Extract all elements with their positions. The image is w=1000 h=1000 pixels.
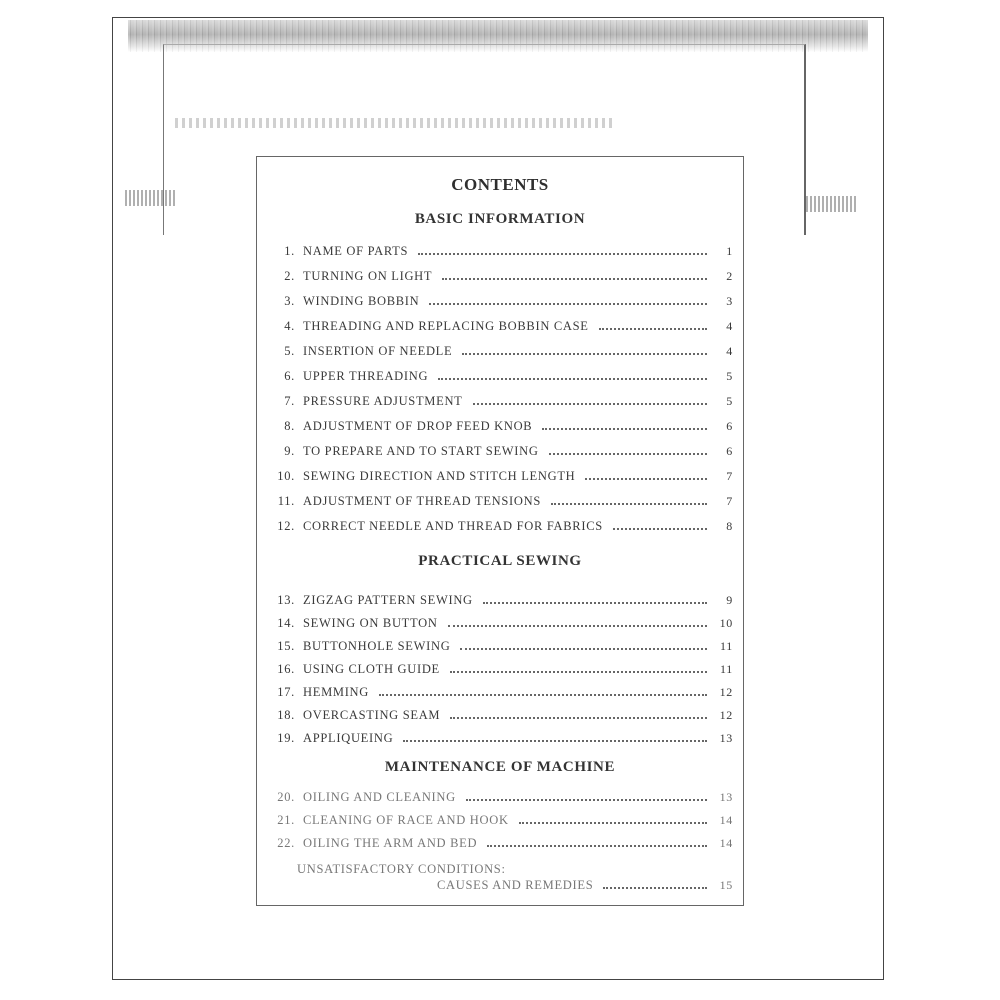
toc-item-page: 3 xyxy=(726,294,733,308)
toc-item-page: 11 xyxy=(720,639,733,653)
toc-item-page: 8 xyxy=(726,519,733,533)
toc-item-label: HEMMING xyxy=(303,685,370,699)
toc-item-label: UPPER THREADING xyxy=(303,369,429,383)
toc-item-label: OVERCASTING SEAM xyxy=(303,708,441,722)
toc-leader-dots xyxy=(442,278,707,280)
toc-item xyxy=(267,341,733,359)
toc-item xyxy=(267,241,733,259)
toc-item-page: 9 xyxy=(726,593,733,607)
toc-item-label: NAME OF PARTS xyxy=(303,244,409,258)
toc-item-label: ZIGZAG PATTERN SEWING xyxy=(303,593,473,607)
toc-leader-dots xyxy=(585,478,707,480)
toc-leader-dots xyxy=(519,822,707,824)
toc-item-label: BUTTONHOLE SEWING xyxy=(303,639,451,653)
toc-item xyxy=(267,441,733,459)
toc-leader-dots xyxy=(483,602,707,604)
toc-item-label: THREADING AND REPLACING BOBBIN CASE xyxy=(303,319,589,333)
toc-item-label: WINDING BOBBIN xyxy=(303,294,420,308)
contents-box xyxy=(256,156,744,906)
toc-item-label: ADJUSTMENT OF DROP FEED KNOB xyxy=(303,419,533,433)
toc-item xyxy=(267,636,733,654)
toc-item xyxy=(267,366,733,384)
toc-item xyxy=(267,316,733,334)
toc-item-label: TO PREPARE AND TO START SEWING xyxy=(303,444,539,458)
contents-title: CONTENTS xyxy=(451,175,549,194)
toc-item-page: 5 xyxy=(726,369,733,383)
toc-item-label: SEWING DIRECTION AND STITCH LENGTH xyxy=(303,469,576,483)
toc-item-page: 14 xyxy=(719,813,733,827)
scan-mark-left xyxy=(125,190,177,206)
toc-item-page: 6 xyxy=(726,419,733,433)
toc-leader-dots xyxy=(603,887,707,889)
toc-leader-dots xyxy=(438,378,707,380)
toc-item-page: 5 xyxy=(726,394,733,408)
section-heading-basic-information: BASIC INFORMATION xyxy=(414,211,586,227)
toc-item-page: 6 xyxy=(726,444,733,458)
toc-leader-dots xyxy=(429,303,707,305)
toc-item-label: PRESSURE ADJUSTMENT xyxy=(303,394,463,408)
toc-item-number: 2. xyxy=(284,269,295,283)
toc-item-page: 12 xyxy=(719,685,733,699)
toc-leader-dots xyxy=(549,453,707,455)
toc-item-number: 3. xyxy=(284,294,295,308)
toc-item-number: 16. xyxy=(277,662,295,676)
toc-item-label: USING CLOTH GUIDE xyxy=(303,662,440,676)
toc-item-page: 10 xyxy=(719,616,733,630)
toc-item-page: 7 xyxy=(726,494,733,508)
toc-item-label: CORRECT NEEDLE AND THREAD FOR FABRICS xyxy=(303,519,603,533)
toc-item-label: SEWING ON BUTTON xyxy=(303,616,438,630)
toc-item-page: 13 xyxy=(719,731,733,745)
toc-item xyxy=(267,613,733,631)
toc-item-page: 1 xyxy=(726,244,733,258)
toc-item-page: 4 xyxy=(726,319,733,333)
toc-leader-dots xyxy=(473,403,707,405)
toc-item-page: 13 xyxy=(719,790,733,804)
toc-item-number: 14. xyxy=(277,616,295,630)
toc-item-number: 8. xyxy=(284,419,295,433)
unsatisfactory-conditions-heading: UNSATISFACTORY CONDITIONS: xyxy=(297,862,506,876)
toc-item-number: 13. xyxy=(277,593,295,607)
toc-item xyxy=(267,787,733,805)
toc-item-page: 15 xyxy=(719,878,733,892)
toc-leader-dots xyxy=(487,845,707,847)
toc-item-page: 12 xyxy=(719,708,733,722)
toc-item xyxy=(267,266,733,284)
toc-leader-dots xyxy=(379,694,707,696)
toc-item-number: 5. xyxy=(284,344,295,358)
toc-item xyxy=(267,391,733,409)
toc-leader-dots xyxy=(466,799,707,801)
toc-item-number: 1. xyxy=(284,244,295,258)
toc-leader-dots xyxy=(450,717,707,719)
toc-item-page: 7 xyxy=(726,469,733,483)
toc-leader-dots xyxy=(418,253,707,255)
toc-leader-dots xyxy=(448,625,707,627)
scan-ghost-text xyxy=(175,118,615,128)
toc-item-number: 22. xyxy=(277,836,295,850)
toc-leader-dots xyxy=(599,328,707,330)
toc-item xyxy=(267,291,733,309)
toc-item-number: 12. xyxy=(277,519,295,533)
toc-item-label: INSERTION OF NEEDLE xyxy=(303,344,453,358)
toc-item-number: 19. xyxy=(277,731,295,745)
toc-item-label: CLEANING OF RACE AND HOOK xyxy=(303,813,509,827)
toc-item-label: OILING THE ARM AND BED xyxy=(303,836,478,850)
toc-item-number: 17. xyxy=(277,685,295,699)
toc-item xyxy=(267,516,733,534)
toc-item xyxy=(267,728,733,746)
toc-item-number: 20. xyxy=(277,790,295,804)
toc-item xyxy=(267,590,733,608)
toc-item-number: 15. xyxy=(277,639,295,653)
toc-leader-dots xyxy=(450,671,707,673)
toc-item-label: ADJUSTMENT OF THREAD TENSIONS xyxy=(303,494,542,508)
toc-item xyxy=(267,682,733,700)
toc-item-number: 9. xyxy=(284,444,295,458)
toc-item-number: 21. xyxy=(277,813,295,827)
toc-leader-dots xyxy=(460,648,707,650)
toc-item-number: 18. xyxy=(277,708,295,722)
toc-item xyxy=(267,466,733,484)
section-heading-practical-sewing: PRACTICAL SEWING xyxy=(418,553,582,569)
toc-item xyxy=(267,833,733,851)
toc-item xyxy=(267,810,733,828)
toc-leader-dots xyxy=(551,503,707,505)
toc-item-number: 6. xyxy=(284,369,295,383)
toc-item xyxy=(267,705,733,723)
toc-item-number: 11. xyxy=(277,494,295,508)
toc-item-label: OILING AND CLEANING xyxy=(303,790,456,804)
toc-item-label: APPLIQUEING xyxy=(303,731,394,745)
toc-item-label: TURNING ON LIGHT xyxy=(303,269,433,283)
toc-leader-dots xyxy=(403,740,707,742)
toc-item-page: 2 xyxy=(726,269,733,283)
toc-item xyxy=(267,659,733,677)
toc-item-page: 14 xyxy=(719,836,733,850)
toc-item-page: 11 xyxy=(720,662,733,676)
toc-leader-dots xyxy=(542,428,707,430)
toc-item xyxy=(267,491,733,509)
section-heading-maintenance: MAINTENANCE OF MACHINE xyxy=(384,759,616,775)
toc-item-unsatisfactory xyxy=(437,875,733,893)
toc-item-label: CAUSES AND REMEDIES xyxy=(437,878,594,892)
scan-mark-right xyxy=(806,196,858,212)
toc-leader-dots xyxy=(613,528,707,530)
toc-leader-dots xyxy=(462,353,707,355)
toc-item xyxy=(267,416,733,434)
toc-item-number: 7. xyxy=(284,394,295,408)
toc-item-page: 4 xyxy=(726,344,733,358)
toc-item-number: 10. xyxy=(277,469,295,483)
toc-item-number: 4. xyxy=(284,319,295,333)
